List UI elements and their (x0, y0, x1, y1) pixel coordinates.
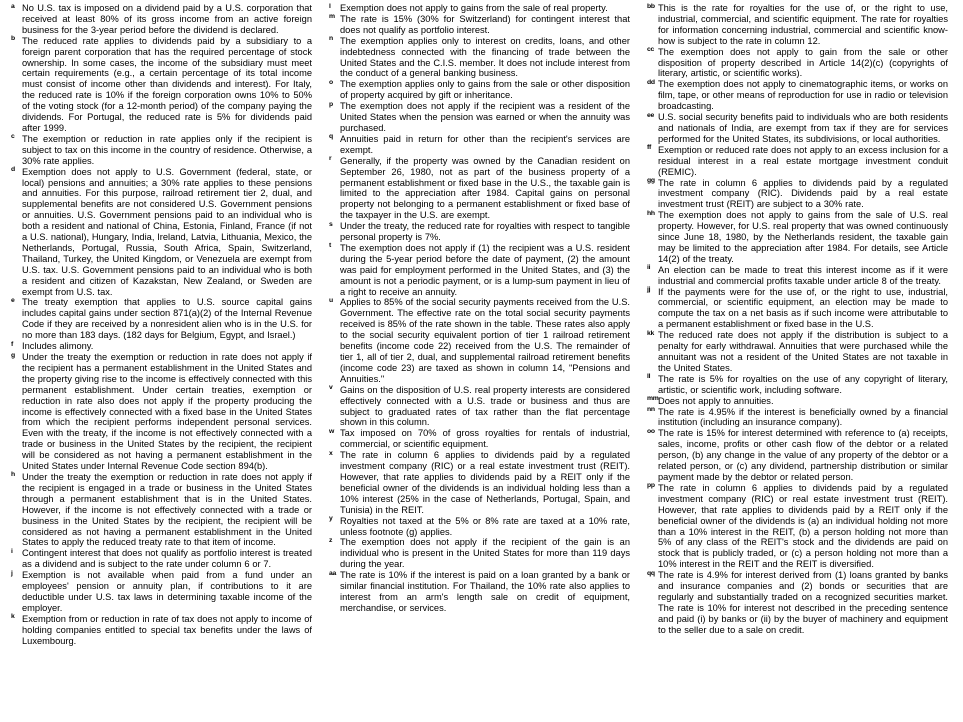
footnote-item (646, 287, 948, 331)
footnote-text: Gains on the disposition of U.S. real property interests are considered effectively connected with a U.S. trade or business and thus are subject to graduated rates of tax rather than the flat percentage shown in this column. (340, 384, 630, 428)
footnote-text: Exemption does not apply to U.S. Government (federal, state, or local) pensions and annuities; a 30% rate applies to these pensions and annuities. For this purpose, railroad retirement tier 2, dual, and supplemental benefits are not considered U.S. Government pensions or annuities. U.S. Government pensions paid to an individual who is both a resident and national of China, Estonia, Finland, France (if not a U.S. national), Hungary, India, Ireland, Latvia, Lithuania, Mexico, the Netherlands, Portugal, Russia, South Africa, Spain, Switzerland, Thailand, Turkey, the United Kingdom, or Venezuela are exempt from U.S. tax. U.S. Government pensions paid to an individual who is both a resident and citizen of Kazakstan, New Zealand, or Sweden are exempt from U.S. tax. (22, 166, 312, 297)
footnote-text: The exemption does not apply to gains from the sale of U.S. real property. However, for U.S. real property that was owned continuously since June 18, 1980, by the Netherlands resident, the taxable gain may be limited to the appreciation after 1984. For details, see Article 14(2) of the treaty. (658, 210, 948, 264)
footnote-text: Annuities paid in return for other than the recipient's services are exempt. (340, 133, 630, 155)
footnote-item (328, 385, 630, 429)
footnote-marker: l (329, 2, 331, 10)
footnote-item (10, 341, 312, 352)
footnote-item (10, 548, 312, 570)
footnote-marker: dd (647, 78, 655, 86)
footnote-text: Exemption or reduced rate does not apply to an excess inclusion for a residual interest in a real estate mortgage investment conduit (REMIC). (658, 144, 948, 177)
footnote-marker: mm (647, 395, 659, 403)
footnote-text: The exemption applies only to interest on credits, loans, and other indebtedness connected with the financing of trade between the United States and the C.I.S. member. It does not include interest from the conduct of a general banking business. (340, 35, 630, 79)
footnote-text: Under the treaty, the reduced rate for royalties with respect to tangible personal property is 7%. (340, 221, 630, 243)
footnote-item (328, 537, 630, 570)
footnote-text: This is the rate for royalties for the use of, or the right to use, industrial, commercial, and scientific equipment. The rate for royalties for information concerning industrial, commercial and scientific know-how is subject to the rate in column 12. (658, 3, 948, 46)
footnote-text: The rate in column 6 applies to dividends paid by a regulated investment company (RIC). Dividends paid by a real estate investment trust (REIT) are subject to a 30% rate. (658, 177, 948, 210)
footnote-marker: s (329, 220, 333, 228)
footnote-marker: w (329, 427, 334, 435)
footnote-text: Royalties not taxed at the 5% or 8% rate are taxed at a 10% rate, unless footnote (g) applies. (340, 515, 630, 537)
footnote-text: Includes alimony. (22, 341, 94, 352)
footnotes-column-3 (646, 3, 948, 719)
footnote-item (328, 3, 630, 14)
footnote-item (328, 134, 630, 156)
footnote-item (10, 3, 312, 36)
footnote-marker: d (11, 166, 15, 174)
footnote-item (10, 297, 312, 341)
footnote-item (328, 36, 630, 80)
footnote-marker: e (11, 296, 15, 304)
footnote-text: The rate in column 6 applies to dividends paid by a regulated investment company (RIC) or a real estate investment trust (REIT). However, that rate applies to dividends paid by a REIT only if the beneficial owner of the dividends is an individual holding less than a 10% interest (25% in the case of Netherlands, Portugal, Spain, and Tunisia) in the REIT. (340, 450, 630, 515)
footnote-marker: p (329, 100, 333, 108)
footnote-item (646, 47, 948, 80)
footnote-marker: jj (647, 286, 651, 294)
footnote-item (646, 330, 948, 374)
footnote-item (328, 14, 630, 36)
footnote-item (646, 265, 948, 287)
footnote-marker: n (329, 35, 333, 43)
footnote-item (328, 297, 630, 384)
footnote-text: The exemption or reduction in rate applies only if the recipient is subject to tax on this income in the country of residence. Otherwise, a 30% rate applies. (22, 133, 312, 166)
footnote-marker: y (329, 515, 333, 523)
footnote-item (328, 156, 630, 221)
footnotes-column-1 (10, 3, 312, 719)
footnote-text: No U.S. tax is imposed on a dividend paid by a U.S. corporation that received at least 80% of its gross income from an active foreign business for the 3-year period before the dividend is declared. (22, 3, 312, 35)
footnote-item (10, 472, 312, 548)
footnote-marker: i (11, 547, 13, 555)
footnote-item (328, 450, 630, 515)
footnote-marker: pp (647, 482, 655, 490)
footnote-item (646, 428, 948, 483)
footnote-text: The exemption does not apply if the recipient was a resident of the United States when the pension was earned or when the annuity was purchased. (340, 101, 630, 133)
footnote-text: The rate is 4.95% if the interest is beneficially owned by a financial institution (including an insurance company). (658, 406, 948, 428)
footnote-item (646, 79, 948, 112)
footnote-marker: g (11, 351, 15, 359)
footnote-text: The rate is 5% for royalties on the use of any copyright of literary, artistic, or scientific work, including software. (658, 373, 948, 395)
footnote-marker: o (329, 78, 333, 86)
footnote-marker: q (329, 133, 333, 141)
footnote-text: The exemption does not apply if the recipient of the gain is an individual who is present in the United States for more than 119 days during the year. (340, 537, 630, 570)
footnote-item (328, 428, 630, 450)
footnote-marker: hh (647, 209, 655, 217)
footnote-marker: h (11, 471, 15, 479)
footnote-marker: z (329, 536, 333, 544)
footnote-item (10, 167, 312, 298)
footnote-text: Under the treaty the exemption or reduction in rate does not apply if the recipient has a permanent establishment in the United States and the property giving rise to the income is effectively connected with this permanent establishment. Under certain treaties, exemption or reduction in rate also does not apply if the property producing the income is effectively connected with a fixed base in the United States from which the recipient performs independent personal services. Even with the treaty, if the income is not effectively connected with a trade or business in the United States by the recipient, the recipient will be considered as not having a permanent establishment in the United States under Internal Revenue Code section 894(b). (22, 352, 312, 472)
footnote-marker: j (11, 569, 13, 577)
footnote-marker: b (11, 35, 15, 43)
footnote-text: Contingent interest that does not qualify as portfolio interest is treated as a dividend and is subject to the rate under column 6 or 7. (22, 548, 312, 570)
footnote-text: The exemption applies only to gains from the sale or other disposition of property acquired by gift or inheritance. (340, 79, 630, 101)
footnote-item (646, 483, 948, 570)
footnote-text: Tax imposed on 70% of gross royalties for rentals of industrial, commercial, or scientific equipment. (340, 428, 630, 450)
footnote-marker: oo (647, 427, 655, 435)
footnote-text: Does not apply to annuities. (658, 395, 774, 406)
footnote-marker: ii (647, 264, 651, 272)
footnote-text: The treaty exemption that applies to U.S. source capital gains includes capital gains under section 871(a)(2) of the Internal Revenue Code if they are received by a nonresident alien who is in the U.S. for no more than 183 days. (182 days for Belgium, Egypt, and Israel.) (22, 297, 312, 341)
footnote-text: The exemption does not apply if (1) the recipient was a U.S. resident during the 5-year period before the date of payment, (2) the amount was paid for employment performed in the United States, and (3) the amount is not a periodic payment, or is a lump-sum payment in lieu of a right to receive an annuity. (340, 242, 630, 297)
footnote-marker: cc (647, 46, 654, 54)
footnote-text: The rate is 15% (30% for Switzerland) for contingent interest that does not qualify as portfolio interest. (340, 13, 630, 35)
footnote-item (646, 374, 948, 396)
footnote-marker: f (11, 340, 13, 348)
footnote-item (646, 3, 948, 47)
footnote-item (646, 178, 948, 211)
footnote-marker: aa (329, 569, 336, 577)
footnote-marker: ll (647, 373, 651, 381)
footnote-text: The rate in column 6 applies to dividends paid by a regulated investment company (RIC) or real estate investment trust (REIT). However, that rate applies to dividends paid by a REIT only if the beneficial owner of the dividends is (a) an individual holding not more than a 10% interest in the REIT, (b) a person holding not more than 5% of any class of the REIT's stock and the dividends are paid on stock that is publicly traded, or (c) a person holding not more than a 10% interest in the REIT and the REIT is diversified. (658, 482, 948, 570)
footnote-text: U.S. social security benefits paid to individuals who are both residents and nationals of India, are exempt from tax if they are for services performed for the United States, its subdivisions, or local authorities. (658, 112, 948, 144)
footnote-marker: x (329, 449, 333, 457)
footnote-marker: v (329, 384, 333, 392)
footnote-text: The exemption does not apply to cinematographic items, or works on film, tape, or other means of reproduction for use in radio or television broadcasting. (658, 79, 948, 112)
footnote-marker: k (11, 613, 15, 621)
footnote-item (328, 243, 630, 298)
footnote-marker: a (11, 2, 15, 10)
footnote-text: The reduced rate does not apply if the distribution is subject to a penalty for early withdrawal. Annuities that were purchased while the annuitant was not a resident of the United States are not taxable in the United States. (658, 330, 948, 373)
footnote-item (328, 79, 630, 101)
footnote-item (10, 570, 312, 614)
footnote-text: The reduced rate applies to dividends paid by a subsidiary to a foreign parent corporation that has the required percentage of stock ownership. In some cases, the income of the subsidiary must meet certain requirements (e.g., a certain percentage of its total income must consist of income other than dividends and interest). For Italy, the reduced rate is 10% if the foreign corporation owns 10% to 50% of the voting stock (for a 12-month period) of the company paying the dividends. For Portugal, the reduced rate is 5% for dividends paid after 1999. (22, 35, 312, 133)
footnote-marker: nn (647, 406, 655, 414)
footnote-item (10, 134, 312, 167)
footnote-marker: r (329, 155, 332, 163)
footnote-item (10, 352, 312, 472)
footnote-item (646, 396, 948, 407)
footnote-item (328, 221, 630, 243)
footnote-item (646, 210, 948, 265)
footnote-marker: ee (647, 111, 654, 119)
footnote-item (328, 101, 630, 134)
footnote-text: Applies to 85% of the social security payments received from the U.S. Government. The effective rate on the total social security payments received is 85% of the rate shown in the table. These rates also apply to the social security equivalent portion of tier 1 railroad retirement benefits (income code 22) received from the U.S. The remainder of tier 1, all of tier 2, dual, and supplemental railroad retirement benefits (income code 23) are taxed as shown in column 14, "Pensions and Annuities." (340, 297, 630, 384)
footnote-item (646, 145, 948, 178)
footnote-marker: ff (647, 144, 651, 152)
footnote-marker: qq (647, 569, 655, 577)
footnote-item (646, 112, 948, 145)
footnote-marker: m (329, 13, 335, 21)
footnote-text: Under the treaty the exemption or reduction in rate does not apply if the recipient is engaged in a trade or business in the United States through a permanent establishment that is in the United States. However, if the income is not effectively connected with a trade or business in the United States by the recipient, the recipient will be considered as not having a permanent establishment in the United States to apply the reduced treaty rate to that item of income. (22, 471, 312, 548)
footnotes-column-2 (328, 3, 630, 719)
footnote-marker: t (329, 242, 331, 250)
footnote-marker: u (329, 296, 333, 304)
footnote-marker: c (11, 133, 15, 141)
footnote-marker: bb (647, 2, 655, 10)
footnote-item (328, 570, 630, 614)
footnote-item (10, 614, 312, 647)
footnote-item (10, 36, 312, 134)
footnote-text: The exemption does not apply to gain from the sale or other disposition of property described in Article 14(2)(c) (copyrights of literary, artistic, or scientific works). (658, 46, 948, 79)
footnote-text: The rate is 10% if the interest is paid on a loan granted by a bank or similar financial institution. For Thailand, the 10% rate also applies to interest from an arm's length sale on credit of equipment, merchandise, or services. (340, 570, 630, 613)
footnote-text: Exemption from or reduction in rate of tax does not apply to income of holding companies entitled to special tax benefits under the laws of Luxembourg. (22, 613, 312, 646)
footnote-text: The rate is 15% for interest determined with reference to (a) receipts, sales, income, profits or other cash flow of the debtor or a related person, (b) any change in the value of any property of the debtor or a related person, or (c) any dividend, partnership distribution or similar payment made by the debtor or related person. (658, 428, 948, 482)
footnote-text: Exemption does not apply to gains from the sale of real property. (340, 3, 608, 13)
footnote-item (328, 516, 630, 538)
footnote-marker: gg (647, 177, 655, 184)
footnote-text: If the payments were for the use of, or the right to use, industrial, commercial, or scientific equipment, an election may be made to compute the tax on a net basis as if such income were attributable to a permanent establishment or fixed base in the U.S. (658, 286, 948, 330)
footnote-text: The rate is 4.9% for interest derived from (1) loans granted by banks and insurance companies and (2) bonds or securities that are regularly and substantially traded on a recognized securities market. The rate is 10% for interest not described in the preceding sentence and paid (i) by banks or (ii) by the buyer of machinery and equipment to the seller due to a sale on credit. (658, 570, 948, 635)
footnote-item (646, 570, 948, 635)
footnote-marker: kk (647, 329, 654, 337)
footnote-text: Exemption is not available when paid from a fund under an employees' pension or annuity plan, if contributions to it are deductible under U.S. tax laws in determining taxable income of the employer. (22, 570, 312, 613)
footnote-item (646, 407, 948, 429)
footnote-text: Generally, if the property was owned by the Canadian resident on September 26, 1980, not as part of the business property of a permanent establishment or fixed base in the U.S., the taxable gain is limited to the appreciation after 1984. Capital gains on personal property not belonging to a permanent establishment or fixed base of the taxpayer in the U.S. are exempt. (340, 155, 630, 221)
footnote-text: An election can be made to treat this interest income as if it were industrial and commercial profits taxable under article 8 of the treaty. (658, 264, 948, 286)
